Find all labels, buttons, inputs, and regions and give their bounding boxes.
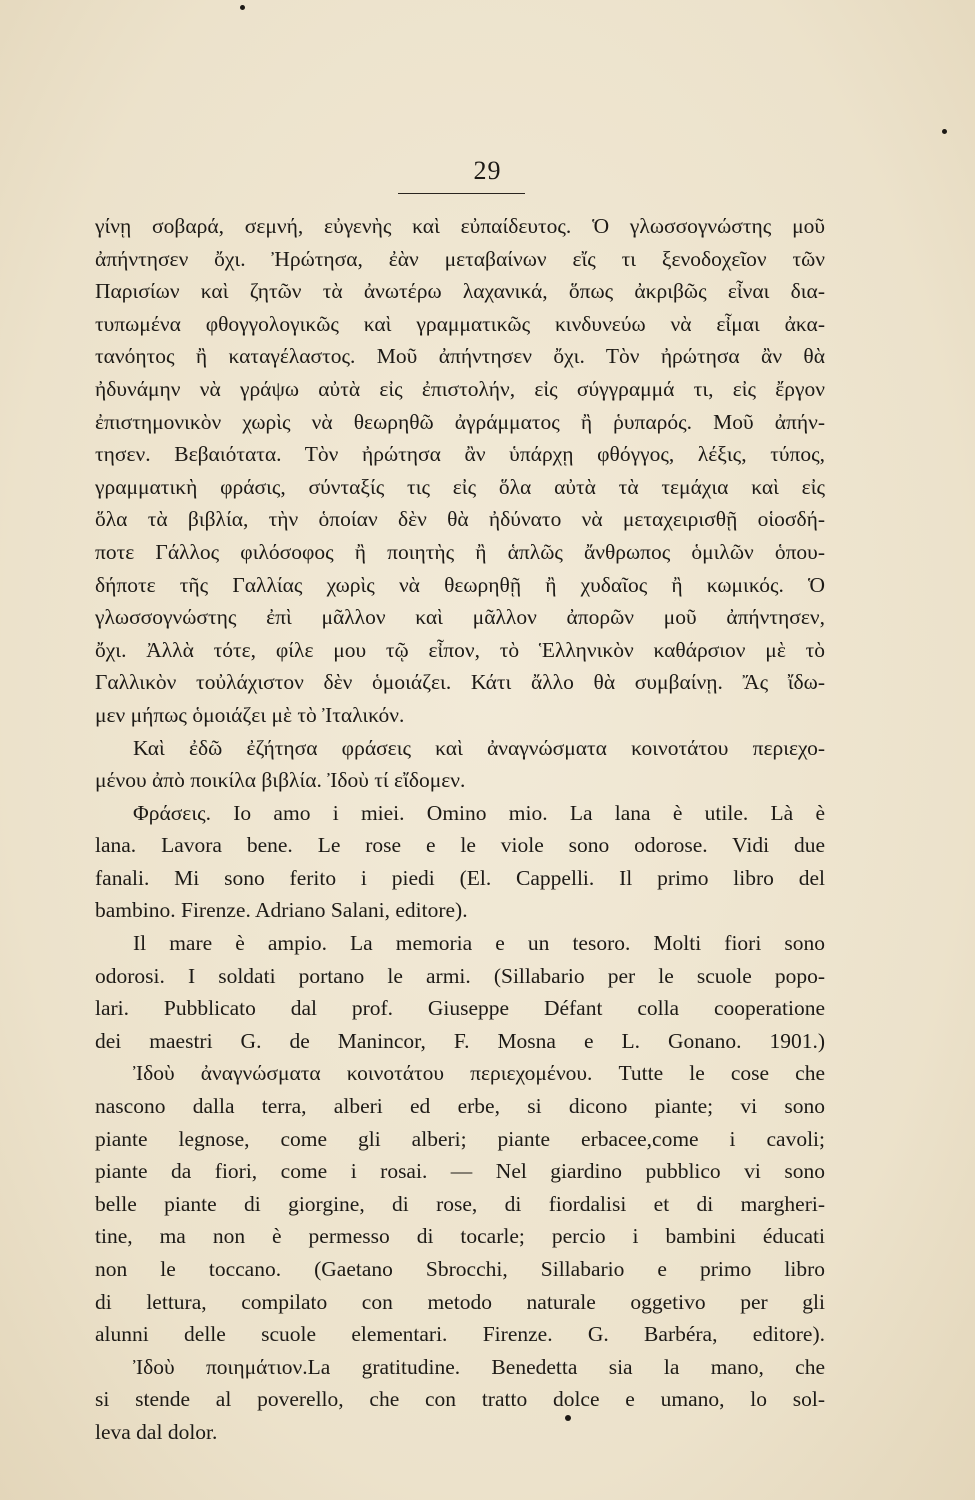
text-line: lari. Pubblicato dal prof. Giuseppe Défant colla cooperatione — [95, 996, 825, 1021]
text-line: tine, ma non è permesso di tocarle; percio i bambini éducati — [95, 1224, 825, 1249]
text-line: Παρισίων καὶ ζητῶν τὰ ἀνωτέρω λαχανικά, ὅπως ἀκριβῶς εἶναι δια- — [95, 279, 825, 304]
text-line: Γαλλικὸν τοὐλάχιστον δὲν ὁμοιάζει. Κάτι ἄλλο θὰ συμβαίνῃ. Ἄς ἴδω- — [95, 670, 825, 695]
text-line: γλωσσογνώστης ἐπὶ μᾶλλον καὶ μᾶλλον ἀπορῶν μοῦ ἀπήντησεν, — [95, 605, 825, 630]
text-line: Ἰδοὺ ποιημάτιον.La gratitudine. Benedetta sia la mano, che — [133, 1354, 825, 1379]
text-line: piante da fiori, come i rosai. — Nel giardino pubblico vi sono — [95, 1159, 825, 1184]
text-line: leva dal dolor. — [95, 1419, 218, 1444]
text-line: nascono dalla terra, alberi ed erbe, si dicono piante; vi sono — [95, 1094, 825, 1119]
text-line: non le toccano. (Gaetano Sbrocchi, Sillabario e primo libro — [95, 1257, 825, 1281]
text-line: Ἰδοὺ ἀναγνώσματα κοινοτάτου περιεχομένου. Tutte le cose che — [133, 1061, 825, 1086]
text-line: Il mare è ampio. La memoria e un tesoro. Molti fiori sono — [133, 931, 825, 956]
header-rule — [398, 193, 525, 194]
text-line: ἀπήντησεν ὄχι. Ἠρώτησα, ἐὰν μεταβαίνων εἴς τι ξενοδοχεῖον τῶν — [95, 246, 825, 271]
text-line: Φράσεις. Io amo i miei. Omino mio. La lana è utile. Là è — [133, 800, 825, 825]
text-line: Καὶ ἐδῶ ἐζήτησα φράσεις καὶ ἀναγνώσματα κοινοτάτου περιεχο- — [133, 735, 825, 760]
text-line: di lettura, compilato con metodo naturale oggetivo per gli — [95, 1289, 825, 1314]
text-line: fanali. Mi sono ferito i piedi (El. Cappelli. Il primo libro del — [95, 865, 825, 890]
text-line: alunni delle scuole elementari. Firenze. G. Barbéra, editore). — [95, 1322, 825, 1347]
text-line: ἐπιστημονικὸν χωρὶς νὰ θεωρηθῶ ἀγράμματος ἢ ῥυπαρός. Μοῦ ἀπήν- — [95, 409, 825, 434]
ink-speck — [942, 129, 947, 134]
body-text — [95, 210, 825, 1449]
text-line: piante legnose, come gli alberi; piante erbacee,come i cavoli; — [95, 1126, 825, 1151]
text-line: ὅλα τὰ βιβλία, τὴν ὁποίαν δὲν θὰ ἠδύνατο νὰ μεταχειρισθῇ οἱοσδή- — [95, 507, 825, 532]
text-line: ἠδυνάμην νὰ γράψω αὐτὰ εἰς ἐπιστολήν, εἰς σύγγραμμά τι, εἰς ἔργον — [95, 376, 825, 401]
text-line: μένου ἀπὸ ποικίλα βιβλία. Ἰδοὺ τί εἴδομεν. — [95, 768, 466, 793]
text-line: τυπωμένα φθογγολογικῶς καὶ γραμματικῶς κινδυνεύω νὰ εἶμαι ἀκα- — [95, 311, 825, 336]
text-line: τησεν. Βεβαιότατα. Τὸν ἠρώτησα ἂν ὑπάρχῃ φθόγγος, λέξις, τύπος, — [95, 442, 825, 467]
page-number: 29 — [473, 156, 502, 185]
text-line: γραμματικὴ φράσις, σύνταξίς τις εἰς ὅλα αὐτὰ τὰ τεμάχια καὶ εἰς — [95, 474, 825, 499]
text-line: si stende al poverello, che con tratto dolce e umano, lo sol- — [95, 1387, 825, 1412]
text-line: lana. Lavora bene. Le rose e le viole sono odorose. Vidi due — [95, 833, 825, 858]
text-line: bambino. Firenze. Adriano Salani, editore). — [95, 898, 468, 923]
text-line: odorosi. I soldati portano le armi. (Sillabario per le scuole popo- — [95, 963, 825, 988]
text-line: μεν μήπως ὁμοιάζει μὲ τὸ Ἰταλικόν. — [95, 702, 405, 727]
text-line: δήποτε τῆς Γαλλίας χωρὶς νὰ θεωρηθῇ ἢ χυδαῖος ἢ κωμικός. Ὁ — [95, 572, 825, 597]
text-line: ποτε Γάλλος φιλόσοφος ἢ ποιητὴς ἢ ἁπλῶς ἄνθρωπος ὁμιλῶν ὁπου- — [95, 539, 825, 564]
text-line: γίνῃ σοβαρά, σεμνή, εὐγενὴς καὶ εὐπαίδευτος. Ὁ γλωσσογνώστης μοῦ — [95, 214, 825, 238]
text-line: belle piante di giorgine, di rose, di fiordalisi et di margheri- — [95, 1191, 825, 1216]
ink-speck — [565, 1415, 571, 1421]
ink-speck — [240, 5, 245, 10]
text-line: ὄχι. Ἀλλὰ τότε, φίλε μου τῷ εἶπον, τὸ Ἑλληνικὸν καθάρσιον μὲ τὸ — [95, 637, 825, 662]
text-line: dei maestri G. de Manincor, F. Mosna e L. Gonano. 1901.) — [95, 1028, 825, 1053]
text-line: τανόητος ἢ καταγέλαστος. Μοῦ ἀπήντησεν ὄχι. Τὸν ἠρώτησα ἂν θὰ — [95, 344, 825, 369]
